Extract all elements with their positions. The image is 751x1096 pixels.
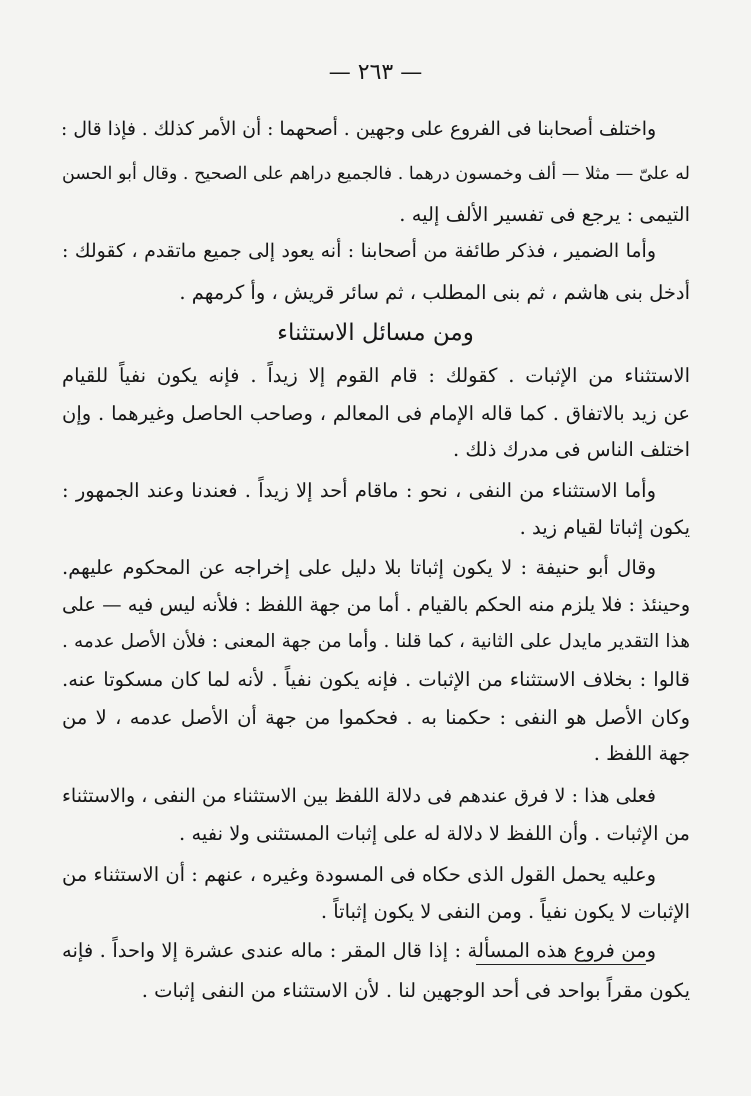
paragraph-line: التيمى : يرجع فى تفسير الألف إليه . xyxy=(399,203,690,226)
paragraph-line: له علىّ — مثلا — ألف وخمسون درهما . فالجميع دراهم على الصحيح . وقال أبو الحسن xyxy=(62,164,690,184)
paragraph-line: فعلى هذا : لا فرق عندهم فى دلالة اللفظ بين الاستثناء من النفى ، والاستثناء xyxy=(62,785,656,807)
paragraph-line: وعليه يحمل القول الذى حكاه فى المسودة وغيره ، عنهم : أن الاستثناء من xyxy=(62,863,656,886)
paragraph-line: واختلف أصحابنا فى الفروع على وجهين . أصحهما : أن الأمر كذلك . فإذا قال : xyxy=(61,119,656,140)
page-number: — ٢٦٣ — xyxy=(328,60,423,85)
paragraph-line: وأما الاستثناء من النفى ، نحو : ماقام أحد إلا زيداً . فعندنا وعند الجمهور : xyxy=(62,479,656,502)
paragraph-line: وكان الأصل هو النفى : حكمنا به . فحكموا من جهة أن الأصل عدمه ، لا من xyxy=(62,706,690,729)
paragraph-line: عن زيد بالاتفاق . كما قاله الإمام فى المعالم ، وصاحب الحاصل وغيرهما . وإن xyxy=(62,402,690,425)
paragraph-line: من الإثبات . وأن اللفظ لا دلالة له على إثبات المستثنى ولا نفيه . xyxy=(179,822,690,845)
paragraph-line: هذا التقدير مايدل على الثانية ، كما قلنا . وأما من جهة المعنى : فلأن الأصل عدمه . xyxy=(62,631,690,652)
paragraph-line: وحينئذ : فلا يلزم منه الحكم بالقيام . أما من جهة اللفظ : فلأنه ليس فيه — على xyxy=(62,593,690,616)
paragraph-line: وأما الضمير ، فذكر طائفة من أصحابنا : أنه يعود إلى جميع ماتقدم ، كقولك : xyxy=(62,240,656,262)
paragraph-line: يكون إثباتا لقيام زيد . xyxy=(519,516,690,539)
paragraph-line: جهة اللفظ . xyxy=(593,742,690,765)
paragraph-line: أدخل بنى هاشم ، ثم بنى المطلب ، ثم سائر قريش ، وأ كرمهم . xyxy=(179,281,690,304)
paragraph-line: ومن فروع هذه المسألة : إذا قال المقر : ماله عندى عشرة إلا واحداً . فإنه xyxy=(62,939,656,962)
paragraph-line: الإثبات لا يكون نفياً . ومن النفى لا يكون إثباتاً . xyxy=(320,900,690,923)
paragraph-line: اختلف الناس فى مدرك ذلك . xyxy=(453,438,690,461)
paragraph-line: قالوا : بخلاف الاستثناء من الإثبات . فإنه يكون نفياً . لأنه لما كان مسكوتا عنه. xyxy=(62,668,690,691)
paragraph-line: وقال أبو حنيفة : لا يكون إثباتا بلا دليل على إخراجه عن المحكوم عليهم. xyxy=(62,556,656,579)
paragraph-line: يكون مقراً بواحد فى أحد الوجهين لنا . لأن الاستثناء من النفى إثبات . xyxy=(141,979,690,1002)
text-underline xyxy=(476,964,646,965)
section-heading: ومن مسائل الاستثناء xyxy=(277,320,474,346)
paragraph-line: الاستثناء من الإثبات . كقولك : قام القوم إلا زيداً . فإنه يكون نفياً للقيام xyxy=(62,364,690,387)
